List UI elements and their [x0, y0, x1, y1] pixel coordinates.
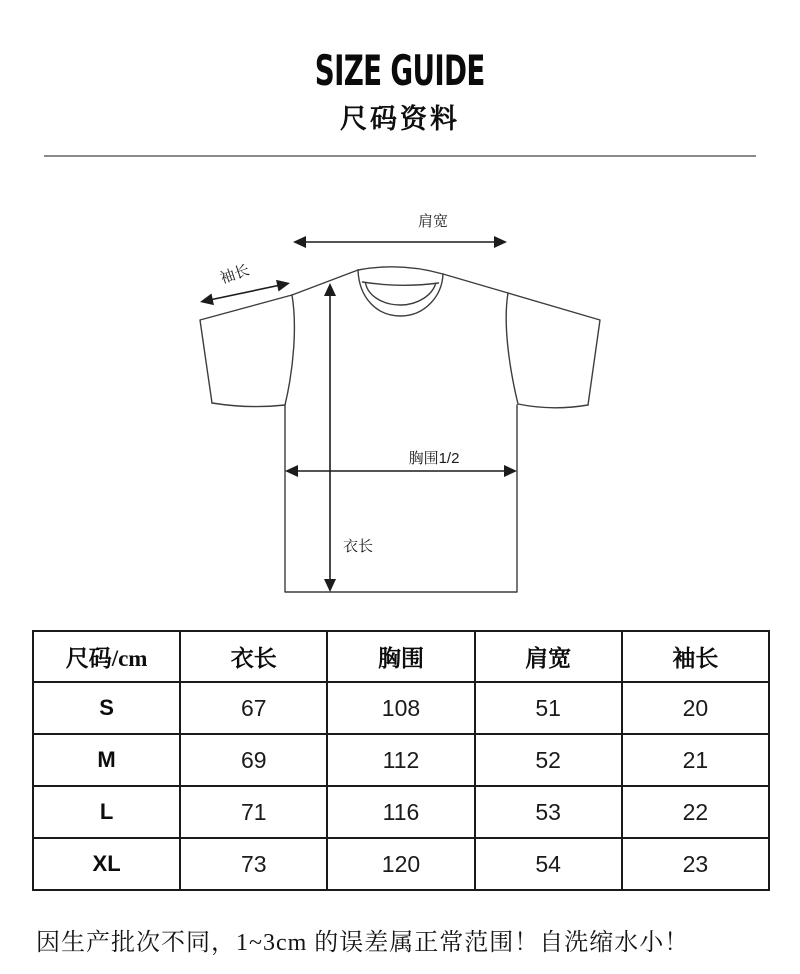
table-header-sleeve: 袖长: [622, 631, 769, 682]
sleeve-length-label: 袖长: [217, 261, 252, 288]
size-cell: L: [33, 786, 180, 838]
tshirt-outline-drawing: [200, 267, 600, 592]
value-cell: 108: [327, 682, 474, 734]
value-cell: 69: [180, 734, 327, 786]
half-chest-label: 胸围1/2: [408, 450, 460, 467]
value-cell: 67: [180, 682, 327, 734]
value-cell: 73: [180, 838, 327, 890]
size-table: [32, 630, 770, 891]
size-cell: S: [33, 682, 180, 734]
table-header-size: 尺码/cm: [33, 631, 180, 682]
value-cell: 51: [475, 682, 622, 734]
table-row: [33, 838, 769, 890]
garment-length-label: 衣长: [343, 538, 374, 555]
value-cell: 21: [622, 734, 769, 786]
value-cell: 71: [180, 786, 327, 838]
value-cell: 23: [622, 838, 769, 890]
half-chest-arrow: [285, 465, 517, 477]
size-cell: XL: [33, 838, 180, 890]
sleeve-length-arrow: [200, 280, 290, 305]
table-row: [33, 682, 769, 734]
value-cell: 20: [622, 682, 769, 734]
size-table-header-row: [33, 631, 769, 682]
value-cell: 53: [475, 786, 622, 838]
table-row: [33, 786, 769, 838]
value-cell: 22: [622, 786, 769, 838]
value-cell: 112: [327, 734, 474, 786]
tshirt-measurement-diagram: [170, 195, 630, 615]
value-cell: 52: [475, 734, 622, 786]
header-divider: [44, 155, 756, 157]
table-header-chest: 胸围: [327, 631, 474, 682]
size-cell: M: [33, 734, 180, 786]
page-subtitle: 尺码资料: [340, 104, 460, 135]
garment-length-arrow: [324, 283, 336, 592]
value-cell: 54: [475, 838, 622, 890]
shoulder-width-label: 肩宽: [417, 213, 449, 230]
footer-note: 因生产批次不同，1~3cm 的误差属正常范围！自洗缩水小！: [36, 930, 690, 956]
value-cell: 116: [327, 786, 474, 838]
value-cell: 120: [327, 838, 474, 890]
table-row: [33, 734, 769, 786]
page-title: SIZE GUIDE: [315, 46, 485, 95]
shoulder-width-arrow: [293, 236, 507, 248]
header: [0, 46, 800, 136]
table-header-length: 衣长: [180, 631, 327, 682]
table-header-shoulder: 肩宽: [475, 631, 622, 682]
